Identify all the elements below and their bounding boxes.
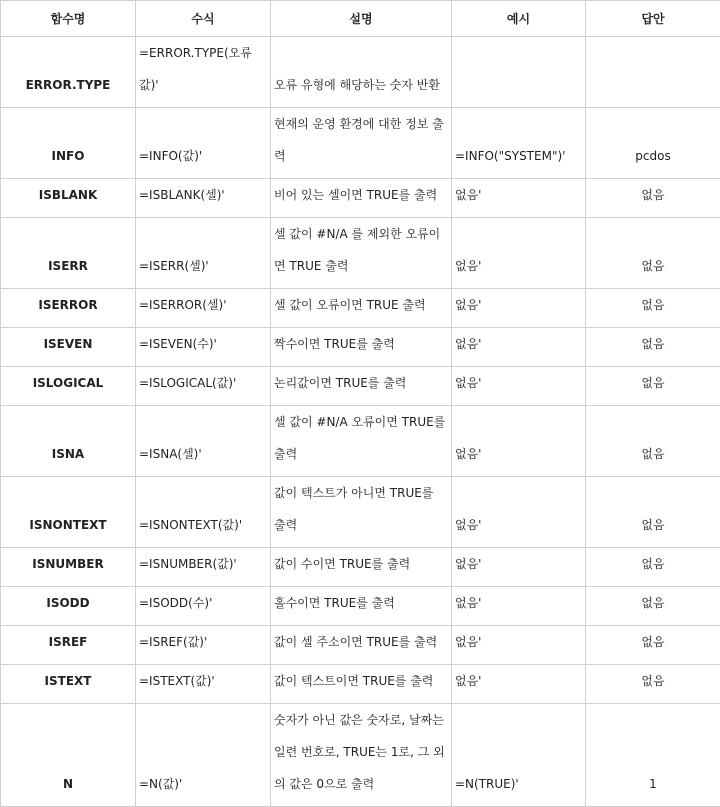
formula-cell: =ERROR.TYPE(오류값)' <box>136 37 271 108</box>
description-cell: 오류 유형에 해당하는 숫자 반환 <box>271 37 452 108</box>
table-row <box>1 367 720 406</box>
formula-cell: =ISLOGICAL(값)' <box>136 367 271 406</box>
formula-cell: =ISERR(셀)' <box>136 218 271 289</box>
formula-cell: =ISERROR(셀)' <box>136 289 271 328</box>
example-cell: 없음' <box>452 406 586 477</box>
function-name-cell: ERROR.TYPE <box>1 37 136 108</box>
example-cell: =N(TRUE)' <box>452 704 586 807</box>
description-cell: 현재의 운영 환경에 대한 정보 출력 <box>271 108 452 179</box>
formula-cell: =ISTEXT(값)' <box>136 665 271 704</box>
answer-cell <box>586 37 720 108</box>
table-row <box>1 704 720 807</box>
table-row <box>1 665 720 704</box>
answer-cell: 없음 <box>586 328 720 367</box>
description-cell: 값이 텍스트이면 TRUE를 출력 <box>271 665 452 704</box>
table-row <box>1 37 720 108</box>
header-answer: 답안 <box>586 1 720 37</box>
answer-cell: 없음 <box>586 548 720 587</box>
example-cell: 없음' <box>452 179 586 218</box>
table-row <box>1 108 720 179</box>
description-cell: 값이 셀 주소이면 TRUE를 출력 <box>271 626 452 665</box>
function-name-cell: N <box>1 704 136 807</box>
description-cell: 값이 수이면 TRUE를 출력 <box>271 548 452 587</box>
table-row <box>1 328 720 367</box>
answer-cell: 없음 <box>586 179 720 218</box>
answer-cell: 없음 <box>586 477 720 548</box>
formula-cell: =N(값)' <box>136 704 271 807</box>
formula-cell: =ISNA(셀)' <box>136 406 271 477</box>
header-example: 예시 <box>452 1 586 37</box>
example-cell: 없음' <box>452 477 586 548</box>
header-formula: 수식 <box>136 1 271 37</box>
formula-cell: =ISEVEN(수)' <box>136 328 271 367</box>
answer-cell: 없음 <box>586 587 720 626</box>
answer-cell: 없음 <box>586 665 720 704</box>
example-cell: 없음' <box>452 548 586 587</box>
table-row <box>1 406 720 477</box>
example-cell: 없음' <box>452 328 586 367</box>
table-row <box>1 218 720 289</box>
formula-cell: =INFO(값)' <box>136 108 271 179</box>
answer-cell: 없음 <box>586 406 720 477</box>
formula-cell: =ISREF(값)' <box>136 626 271 665</box>
description-cell: 셀 값이 오류이면 TRUE 출력 <box>271 289 452 328</box>
function-name-cell: INFO <box>1 108 136 179</box>
description-cell: 짝수이면 TRUE를 출력 <box>271 328 452 367</box>
description-cell: 값이 텍스트가 아니면 TRUE를 출력 <box>271 477 452 548</box>
answer-cell: 없음 <box>586 218 720 289</box>
header-row <box>1 1 720 37</box>
example-cell: 없음' <box>452 289 586 328</box>
function-name-cell: ISNA <box>1 406 136 477</box>
table-row <box>1 548 720 587</box>
description-cell: 홀수이면 TRUE를 출력 <box>271 587 452 626</box>
function-name-cell: ISNONTEXT <box>1 477 136 548</box>
function-name-cell: ISNUMBER <box>1 548 136 587</box>
table-row <box>1 626 720 665</box>
example-cell: 없음' <box>452 626 586 665</box>
function-name-cell: ISLOGICAL <box>1 367 136 406</box>
answer-cell: 없음 <box>586 367 720 406</box>
header-function-name: 함수명 <box>1 1 136 37</box>
example-cell: 없음' <box>452 587 586 626</box>
answer-cell: pcdos <box>586 108 720 179</box>
formula-cell: =ISODD(수)' <box>136 587 271 626</box>
answer-cell: 없음 <box>586 626 720 665</box>
formula-cell: =ISBLANK(셀)' <box>136 179 271 218</box>
answer-cell: 없음 <box>586 289 720 328</box>
header-description: 설명 <box>271 1 452 37</box>
example-cell: 없음' <box>452 665 586 704</box>
formula-cell: =ISNONTEXT(값)' <box>136 477 271 548</box>
description-cell: 셀 값이 #N/A 를 제외한 오류이면 TRUE 출력 <box>271 218 452 289</box>
function-name-cell: ISREF <box>1 626 136 665</box>
description-cell: 셀 값이 #N/A 오류이면 TRUE를 출력 <box>271 406 452 477</box>
example-cell: =INFO("SYSTEM")' <box>452 108 586 179</box>
example-cell <box>452 37 586 108</box>
description-cell: 논리값이면 TRUE를 출력 <box>271 367 452 406</box>
function-name-cell: ISODD <box>1 587 136 626</box>
table-body <box>1 37 720 807</box>
example-cell: 없음' <box>452 218 586 289</box>
formula-cell: =ISNUMBER(값)' <box>136 548 271 587</box>
description-cell: 숫자가 아닌 값은 숫자로, 날짜는 일련 번호로, TRUE는 1로, 그 외의 값은 0으로 출력 <box>271 704 452 807</box>
example-cell: 없음' <box>452 367 586 406</box>
function-name-cell: ISERROR <box>1 289 136 328</box>
table-row <box>1 587 720 626</box>
function-name-cell: ISEVEN <box>1 328 136 367</box>
function-name-cell: ISTEXT <box>1 665 136 704</box>
table-row <box>1 477 720 548</box>
function-name-cell: ISERR <box>1 218 136 289</box>
function-name-cell: ISBLANK <box>1 179 136 218</box>
answer-cell: 1 <box>586 704 720 807</box>
description-cell: 비어 있는 셀이면 TRUE를 출력 <box>271 179 452 218</box>
table-row <box>1 179 720 218</box>
table-row <box>1 289 720 328</box>
